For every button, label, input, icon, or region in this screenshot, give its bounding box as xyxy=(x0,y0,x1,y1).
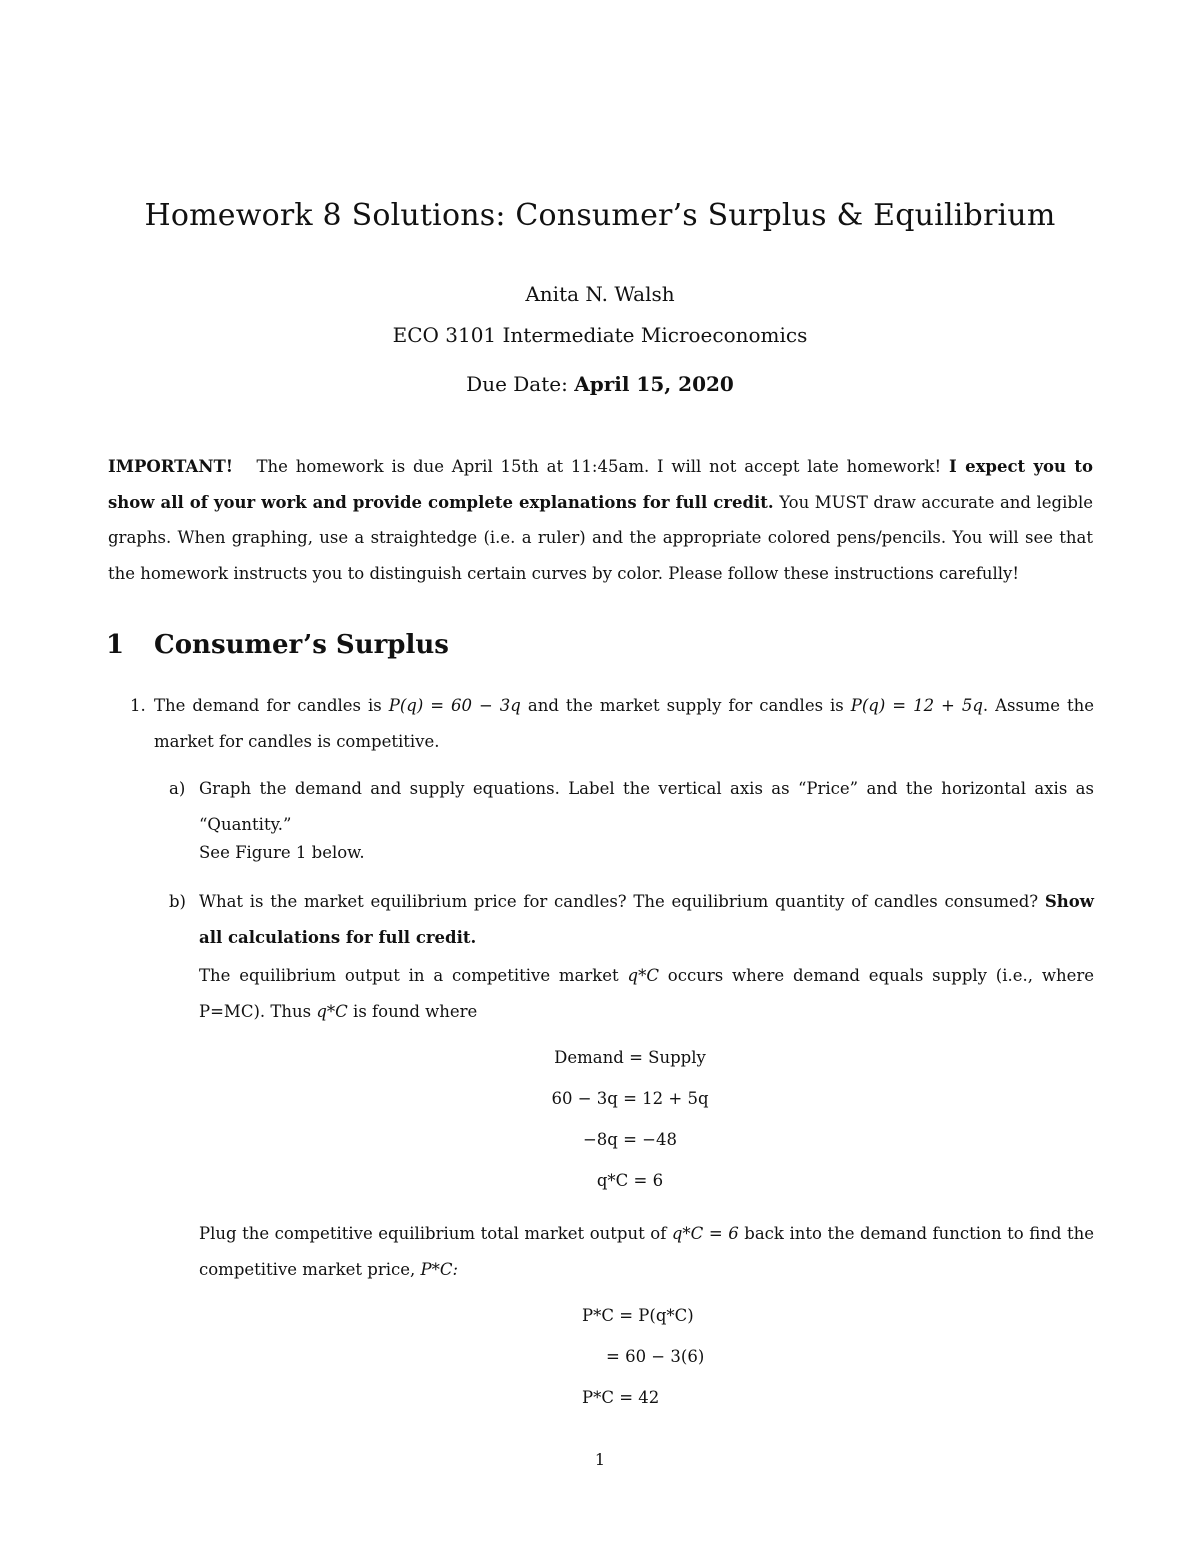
equilibrium-explanation xyxy=(199,958,1094,1029)
important-lead: IMPORTANT! xyxy=(108,457,233,476)
due-date xyxy=(0,372,1200,396)
author-name: Anita N. Walsh xyxy=(525,282,675,306)
part-a-text: Graph the demand and supply equations. Label the vertical axis as “Price” and the horizontal axis as “Quantity.” xyxy=(199,779,1094,834)
course-name: ECO 3101 Intermediate Microeconomics xyxy=(392,323,808,347)
part-b-label: b) xyxy=(169,892,186,911)
equation-line-4: q*C = 6 xyxy=(596,1171,664,1190)
price-line-3: P*C = 42 xyxy=(582,1388,660,1407)
important-bold: I expect you to show all of your work and provide complete explanations for full credit. xyxy=(108,457,1093,512)
price-line-2: = 60 − 3(6) xyxy=(606,1347,705,1366)
part-b-text: What is the market equilibrium price for candles? The equilibrium quantity of candles consumed? xyxy=(199,892,1039,911)
problem-1-label: 1. xyxy=(130,696,146,715)
important-text-1: The homework is due April 15th at 11:45am. I will not accept late homework! xyxy=(256,457,942,476)
equation-line-1: Demand = Supply xyxy=(554,1048,706,1067)
price-line-1: P*C = P(q*C) xyxy=(582,1306,694,1325)
section-heading xyxy=(106,630,449,660)
problem-1 xyxy=(130,688,1095,759)
supply-equation: P(q) = 12 + 5q xyxy=(850,696,983,715)
plug-text-b: back into the demand function to find the competitive market price, xyxy=(199,1224,1095,1279)
part-a xyxy=(169,771,1094,842)
plug-text-a: Plug the competitive equilibrium total market output of xyxy=(199,1224,667,1243)
equation-line-3: −8q = −48 xyxy=(582,1130,678,1149)
part-a-label: a) xyxy=(169,779,186,798)
section-title: Consumer’s Surplus xyxy=(154,630,449,660)
pc-symbol: P*C: xyxy=(420,1259,459,1279)
due-date-label: Due Date: xyxy=(466,372,568,396)
part-b xyxy=(169,884,1094,955)
problem-1-text-b: and the market supply for candles is xyxy=(527,696,844,715)
important-notice xyxy=(108,449,1093,591)
explanation-a: The equilibrium output in a competitive market xyxy=(199,966,619,985)
problem-1-text-c: . Assume the market for candles is competitive. xyxy=(154,696,1095,751)
page-title: Homework 8 Solutions: Consumer’s Surplus & Equilibrium xyxy=(144,198,1056,233)
explanation-c: is found where xyxy=(353,1001,478,1021)
due-date-value: April 15, 2020 xyxy=(574,372,734,396)
section-number: 1 xyxy=(106,630,125,660)
important-text-2: You MUST draw accurate and legible graphs. When graphing, use a straightedge (i.e. a ruler) and the appropriate colored pens/pencils. You will see that the homework instructs you to distinguish certain curves by color. Please follow these instructions carefully! xyxy=(108,492,1093,583)
qc-symbol-2: q*C xyxy=(316,1001,348,1021)
plug-in-explanation xyxy=(199,1216,1094,1287)
problem-1-text-a: The demand for candles is xyxy=(154,696,382,715)
part-a-answer: See Figure 1 below. xyxy=(199,843,365,862)
equation-line-2: 60 − 3q = 12 + 5q xyxy=(551,1089,709,1108)
qc-symbol: q*C xyxy=(627,966,659,985)
page-number: 1 xyxy=(594,1450,606,1469)
explanation-b: occurs where demand equals supply (i.e., where P=MC). Thus xyxy=(199,966,1095,1021)
part-b-bold: Show all calculations for full credit. xyxy=(199,892,1094,947)
plug-value: q*C = 6 xyxy=(671,1224,739,1243)
demand-equation: P(q) = 60 − 3q xyxy=(388,696,521,715)
